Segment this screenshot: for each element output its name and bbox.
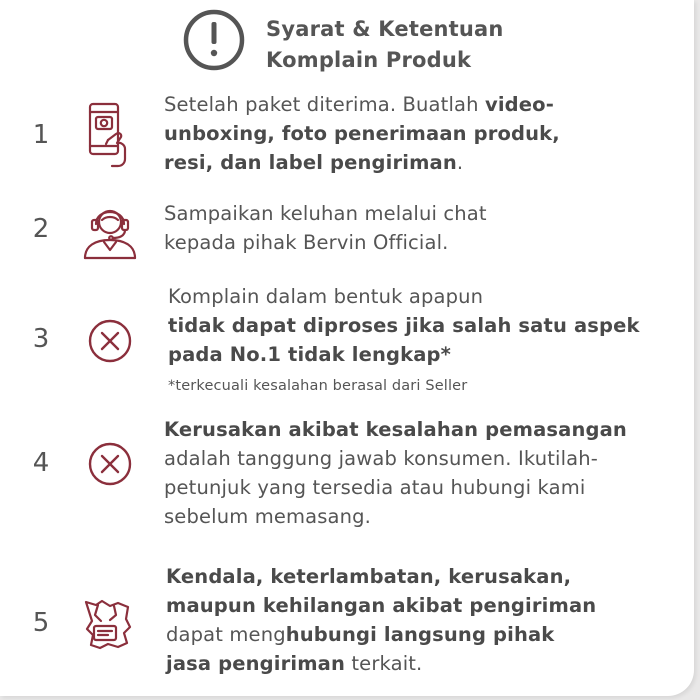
bold-text: hubungi langsung pihak — [285, 623, 555, 646]
text-segment: petunjuk yang tersedia atau hubungi kami — [164, 476, 586, 499]
item-text-line — [164, 502, 627, 531]
bold-text: jasa pengiriman — [166, 652, 346, 675]
bold-text: pada No.1 tidak lengkap* — [168, 343, 452, 366]
item-text-line — [164, 415, 627, 444]
bold-text: video- — [484, 93, 554, 116]
x-circle-icon — [87, 318, 133, 364]
title-line-1: Syarat & Ketentuan — [266, 17, 504, 41]
item-text-line — [168, 311, 640, 340]
item-text-line — [164, 228, 487, 257]
bold-text: maupun kehilangan akibat pengiriman — [166, 594, 597, 617]
item-text-line — [168, 282, 640, 311]
x-circle-icon — [87, 441, 133, 487]
item-text-line — [164, 90, 560, 119]
item-text — [164, 415, 627, 531]
text-segment: Sampaikan keluhan melalui chat — [164, 202, 487, 225]
bold-text: Kendala, keterlambatan, kerusakan, — [166, 565, 572, 588]
item-text — [164, 199, 487, 257]
item-number: 3 — [32, 324, 50, 354]
item-text-line — [164, 119, 560, 148]
item-text-line — [164, 473, 627, 502]
text-segment: sebelum memasang. — [164, 505, 372, 528]
item-number: 5 — [32, 608, 50, 638]
phone-camera-hand-icon — [84, 100, 132, 170]
text-segment: Komplain dalam bentuk apapun — [168, 285, 484, 308]
item-number: 2 — [32, 214, 50, 244]
bold-text: unboxing, foto penerimaan produk, — [164, 122, 560, 145]
damaged-package-icon — [80, 596, 134, 654]
text-segment: terkait. — [345, 652, 423, 675]
bold-text: Kerusakan akibat kesalahan pemasangan — [164, 418, 627, 441]
item-text-line — [166, 620, 596, 649]
text-segment: kepada pihak Bervin Official. — [164, 231, 449, 254]
item-number: 4 — [32, 448, 50, 478]
item-text-line — [164, 148, 560, 177]
customer-service-headset-icon — [82, 200, 138, 260]
item-text-line — [166, 591, 596, 620]
item-text — [166, 562, 596, 678]
bold-text: resi, dan label pengiriman — [164, 151, 457, 174]
item-text-line — [166, 562, 596, 591]
item-footnote: *terkecuali kesalahan berasal dari Seller — [168, 378, 468, 394]
page-title — [266, 14, 596, 76]
item-text-line — [164, 444, 627, 473]
title-line-2: Komplain Produk — [266, 48, 472, 72]
text-segment: Setelah paket diterima. Buatlah — [164, 93, 485, 116]
text-segment: . — [456, 151, 464, 174]
text-segment: adalah tanggung jawab konsumen. Ikutilah- — [164, 447, 598, 470]
item-text — [168, 282, 640, 369]
bold-text: tidak dapat diproses jika salah satu aspek — [168, 314, 640, 337]
text-segment: dapat meng — [166, 623, 286, 646]
item-text-line — [164, 199, 487, 228]
item-text-line — [166, 649, 596, 678]
exclamation-circle-icon — [182, 8, 246, 72]
item-number: 1 — [32, 120, 50, 150]
item-text — [164, 90, 560, 177]
item-text-line — [168, 340, 640, 369]
